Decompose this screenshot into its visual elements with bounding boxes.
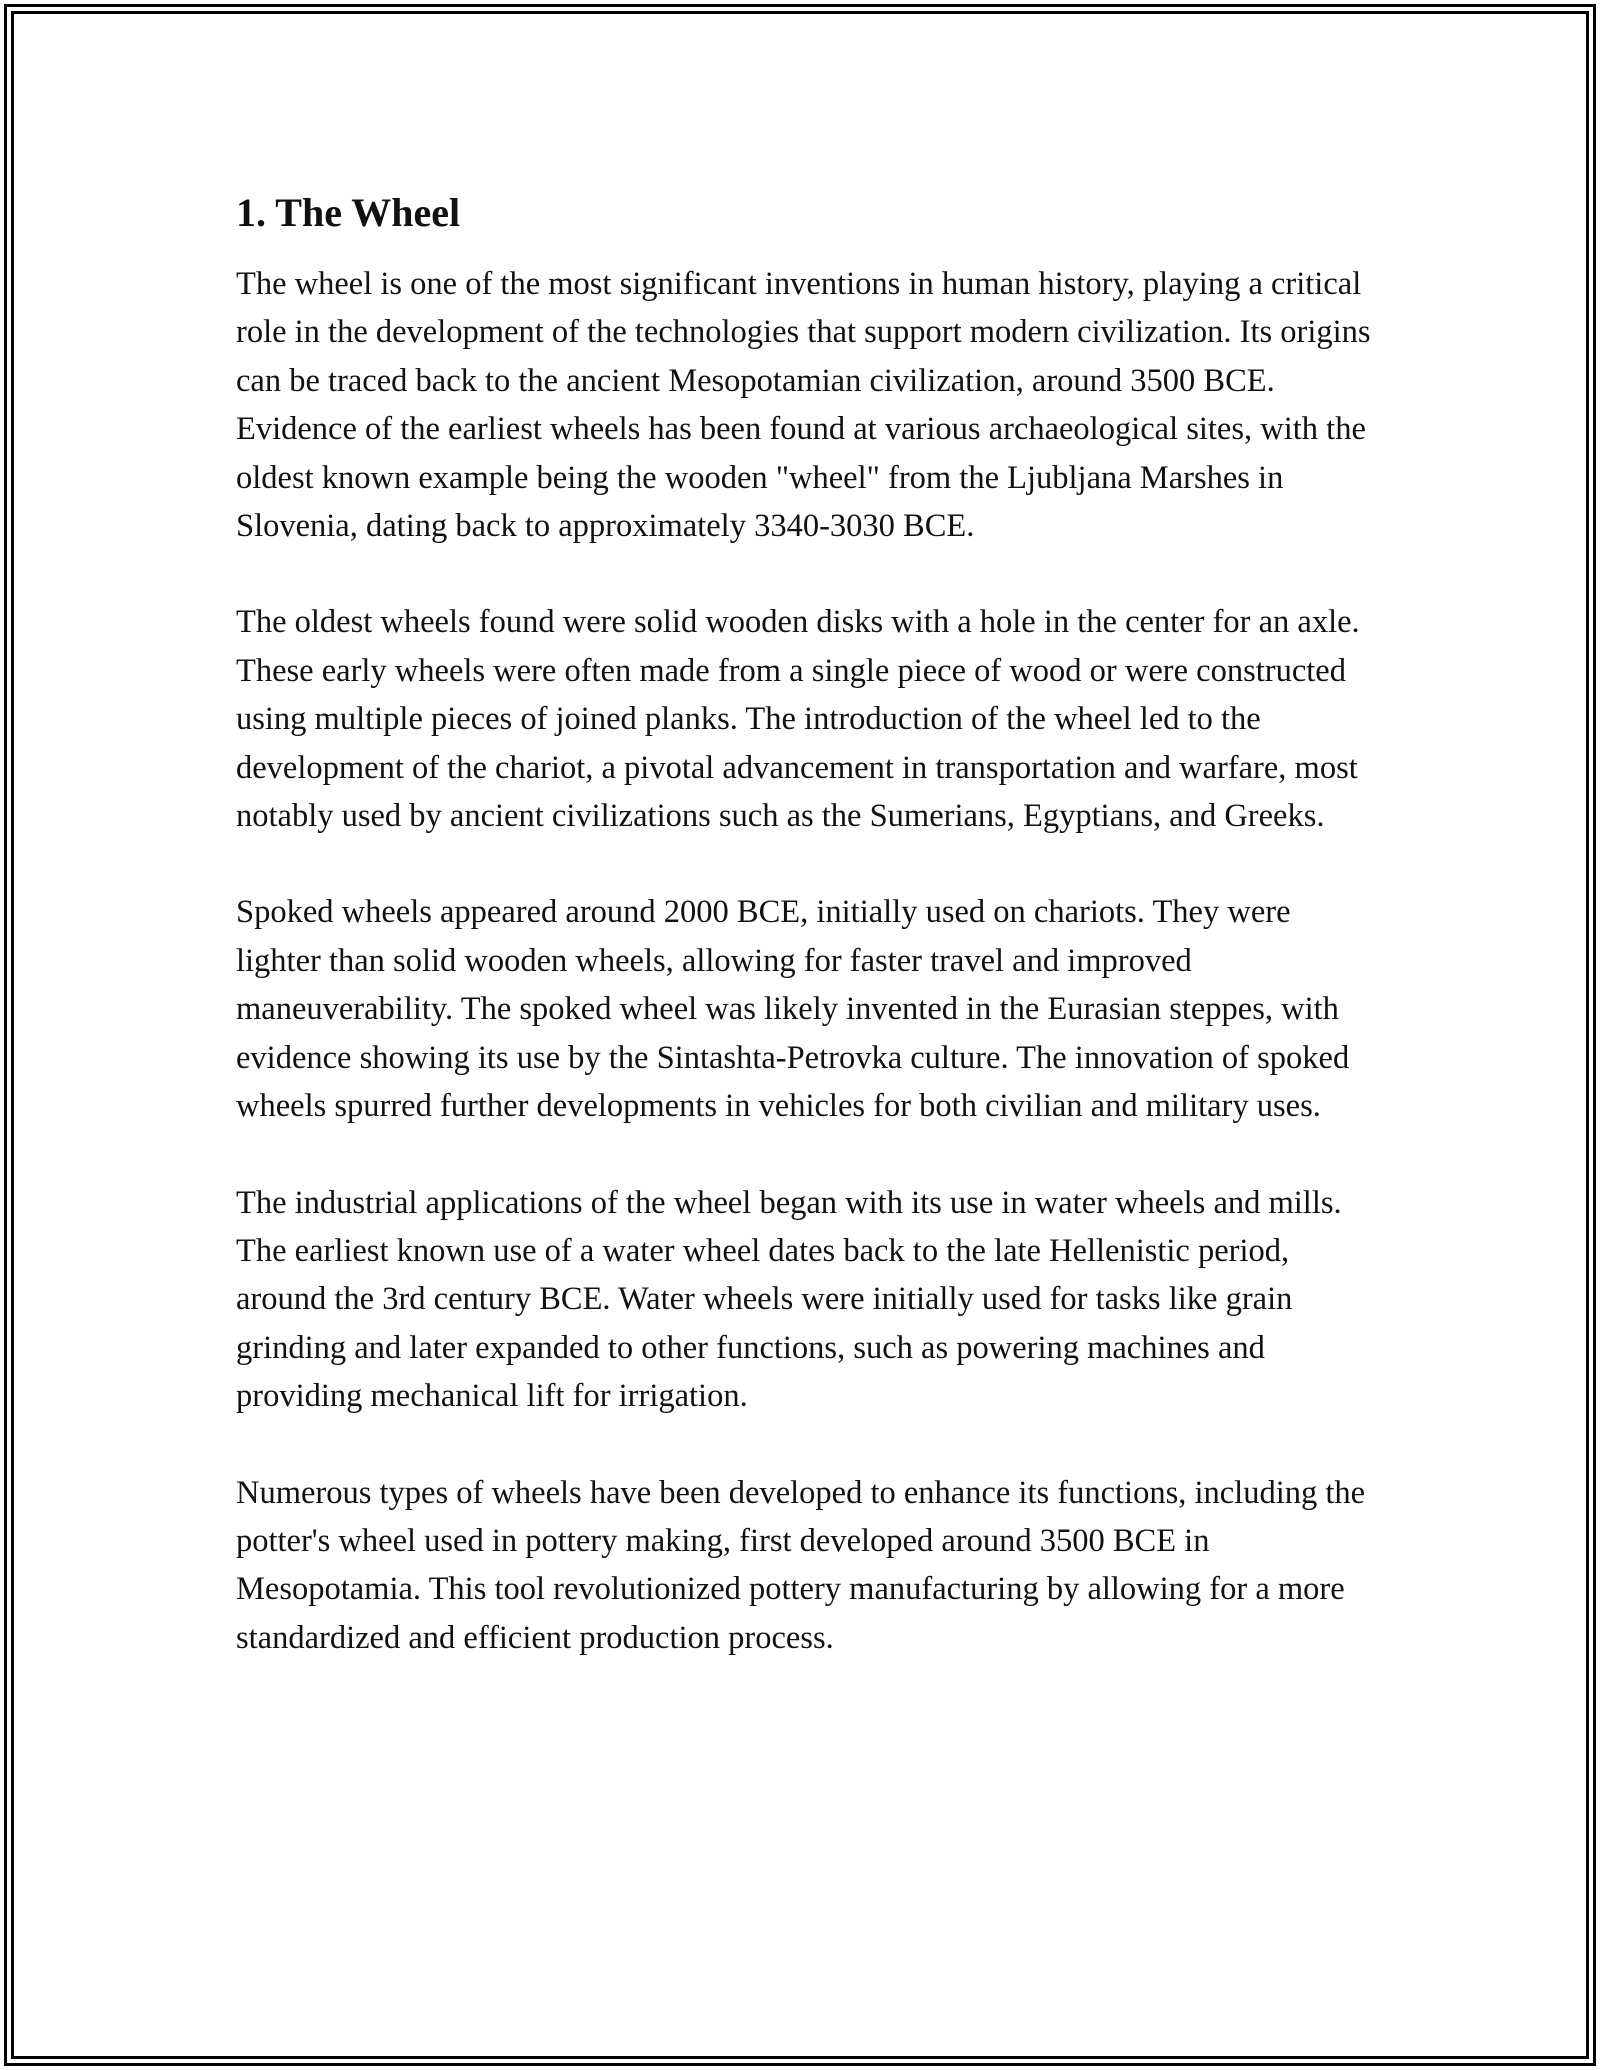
document-body: [236, 186, 1376, 1710]
paragraph: The industrial applications of the wheel began with its use in water wheels and mills. The earliest known use of a water wheel dates back to the late Hellenistic period, around the 3rd century BCE. Water wheels were initially used for tasks like grain grinding and later expanded to other functions, such as powering machines and providing mechanical lift for irrigation.: [236, 1184, 1342, 1415]
section-heading: 1. The Wheel: [236, 190, 461, 235]
paragraph: The oldest wheels found were solid wooden disks with a hole in the center for an axle. These early wheels were often made from a single piece of wood or were constructed using multiple pieces of joined planks. The introduction of the wheel led to the development of the chariot, a pivotal advancement in transportation and warfare, most notably used by ancient civilizations such as the Sumerians, Egyptians, and Greeks.: [236, 604, 1360, 835]
paragraph: The wheel is one of the most significant inventions in human history, playing a critical role in the development of the technologies that support modern civilization. Its origins can be traced back to the ancient Mesopotamian civilization, around 3500 BCE. Evidence of the earliest wheels has been found at various archaeological sites, with the oldest known example being the wooden "wheel" from the Ljubljana Marshes in Slovenia, dating back to approximately 3340-3030 BCE.: [236, 266, 1371, 545]
paragraph: Numerous types of wheels have been developed to enhance its functions, including the potter's wheel used in pottery making, first developed around 3500 BCE in Mesopotamia. This tool revolutionized pottery manufacturing by allowing for a more standardized and efficient production process.: [236, 1474, 1366, 1656]
paragraph: Spoked wheels appeared around 2000 BCE, initially used on chariots. They were lighter than solid wooden wheels, allowing for faster travel and improved maneuverability. The spoked wheel was likely invented in the Eurasian steppes, with evidence showing its use by the Sintashta-Petrovka culture. The innovation of spoked wheels spurred further developments in vehicles for both civilian and military uses.: [236, 894, 1350, 1125]
